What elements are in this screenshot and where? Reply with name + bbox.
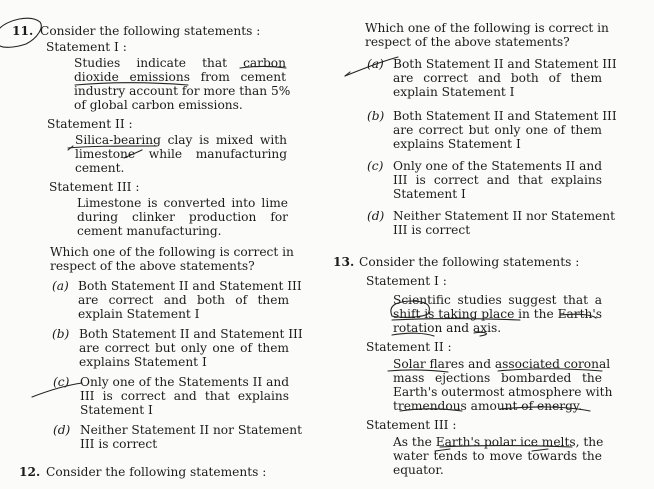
- q12-option-a-line[interactable]: are correct and both of them: [393, 71, 602, 85]
- q12-option-d-key[interactable]: (d): [367, 209, 385, 223]
- q11-statement-1-line: industry account for more than 5%: [74, 84, 291, 98]
- q13-statement-1-line: rotation and axis.: [393, 321, 502, 335]
- q12-option-c-line[interactable]: Only one of the Statements II and: [393, 159, 603, 173]
- q13-statement-2-line: mass ejections bombarded the: [393, 371, 602, 385]
- q12-option-a-key[interactable]: (a): [367, 57, 384, 71]
- q11-statement-2-line: Silica-bearing clay is mixed with: [75, 133, 287, 147]
- q12-option-c-key[interactable]: (c): [367, 159, 384, 173]
- q12-option-a-line[interactable]: explain Statement I: [393, 85, 515, 99]
- q12-option-d-line[interactable]: III is correct: [393, 223, 471, 237]
- q11-statement-3-line: during clinker production for: [77, 210, 288, 224]
- q12-option-b-line[interactable]: explains Statement I: [393, 137, 521, 151]
- q11-option-a-line[interactable]: are correct and both of them: [78, 293, 289, 307]
- q11-statement-1-line: Studies indicate that carbon: [74, 56, 286, 70]
- q11-option-c-line[interactable]: Statement I: [80, 403, 153, 417]
- q12-question-line: Which one of the following is correct in: [365, 21, 609, 35]
- q11-option-a-line[interactable]: explain Statement I: [78, 307, 200, 321]
- q11-statement-2-line: limestone while manufacturing: [75, 147, 287, 161]
- q11-statement-3-label: Statement III :: [49, 180, 140, 194]
- q11-option-c-line[interactable]: Only one of the Statements II and: [80, 375, 290, 389]
- q13-statement-2-label: Statement II :: [366, 340, 452, 354]
- q12-option-a-line[interactable]: Both Statement II and Statement III: [393, 57, 617, 71]
- q12-option-b-line[interactable]: are correct but only one of them: [393, 123, 602, 137]
- q11-statement-2-label: Statement II :: [47, 117, 133, 131]
- question-number-11: 11.: [12, 24, 34, 38]
- q13-statement-3-line: equator.: [393, 463, 444, 477]
- q12-option-d-line[interactable]: Neither Statement II nor Statement: [393, 209, 615, 223]
- q11-option-b-line[interactable]: are correct but only one of them: [79, 341, 289, 355]
- q12-question-line: respect of the above statements?: [365, 35, 570, 49]
- question-number-12: 12.: [19, 465, 41, 479]
- q13-statement-2-line: tremendous amount of energy.: [393, 399, 583, 413]
- q12-option-b-line[interactable]: Both Statement II and Statement III: [393, 109, 617, 123]
- q11-option-c-line[interactable]: III is correct and that explains: [80, 389, 289, 403]
- q12-option-c-line[interactable]: Statement I: [393, 187, 466, 201]
- q11-option-d-key[interactable]: (d): [53, 423, 71, 437]
- q13-statement-2-line: Solar flares and associated coronal: [393, 357, 611, 371]
- q13-stem: Consider the following statements :: [359, 255, 580, 269]
- q11-stem: Consider the following statements :: [40, 24, 261, 38]
- q11-statement-2-line: cement.: [75, 161, 125, 175]
- q11-statement-1-line: dioxide emissions from cement: [74, 70, 286, 84]
- q11-statement-1-label: Statement I :: [46, 40, 127, 54]
- q11-option-b-line[interactable]: explains Statement I: [79, 355, 207, 369]
- q12-option-c-line[interactable]: III is correct and that explains: [393, 173, 602, 187]
- q13-statement-1-label: Statement I :: [366, 274, 447, 288]
- q12-stem: Consider the following statements :: [46, 465, 267, 479]
- question-number-13: 13.: [333, 255, 355, 269]
- q11-question-line: respect of the above statements?: [50, 259, 255, 273]
- q13-statement-3-label: Statement III :: [366, 418, 457, 432]
- q11-statement-3-line: cement manufacturing.: [77, 224, 222, 238]
- q13-statement-2-line: Earth's outermost atmosphere with: [393, 385, 613, 399]
- q11-option-b-key[interactable]: (b): [52, 327, 70, 341]
- q13-statement-1-line: shift is taking place in the Earth's: [393, 307, 602, 321]
- q11-option-a-key[interactable]: (a): [52, 279, 69, 293]
- q11-option-d-line[interactable]: Neither Statement II nor Statement: [80, 423, 302, 437]
- q11-option-a-line[interactable]: Both Statement II and Statement III: [78, 279, 302, 293]
- q13-statement-1-line: Scientific studies suggest that a: [393, 293, 602, 307]
- q11-option-c-key[interactable]: (c): [53, 375, 70, 389]
- q11-statement-1-line: of global carbon emissions.: [74, 98, 243, 112]
- q11-option-b-line[interactable]: Both Statement II and Statement III: [79, 327, 303, 341]
- q12-option-b-key[interactable]: (b): [367, 109, 385, 123]
- q11-question-line: Which one of the following is correct in: [50, 245, 294, 259]
- q11-option-d-line[interactable]: III is correct: [80, 437, 158, 451]
- q13-statement-3-line: water tends to move towards the: [393, 449, 602, 463]
- q11-statement-3-line: Limestone is converted into lime: [77, 196, 288, 210]
- q13-statement-3-line: As the Earth's polar ice melts, the: [393, 435, 604, 449]
